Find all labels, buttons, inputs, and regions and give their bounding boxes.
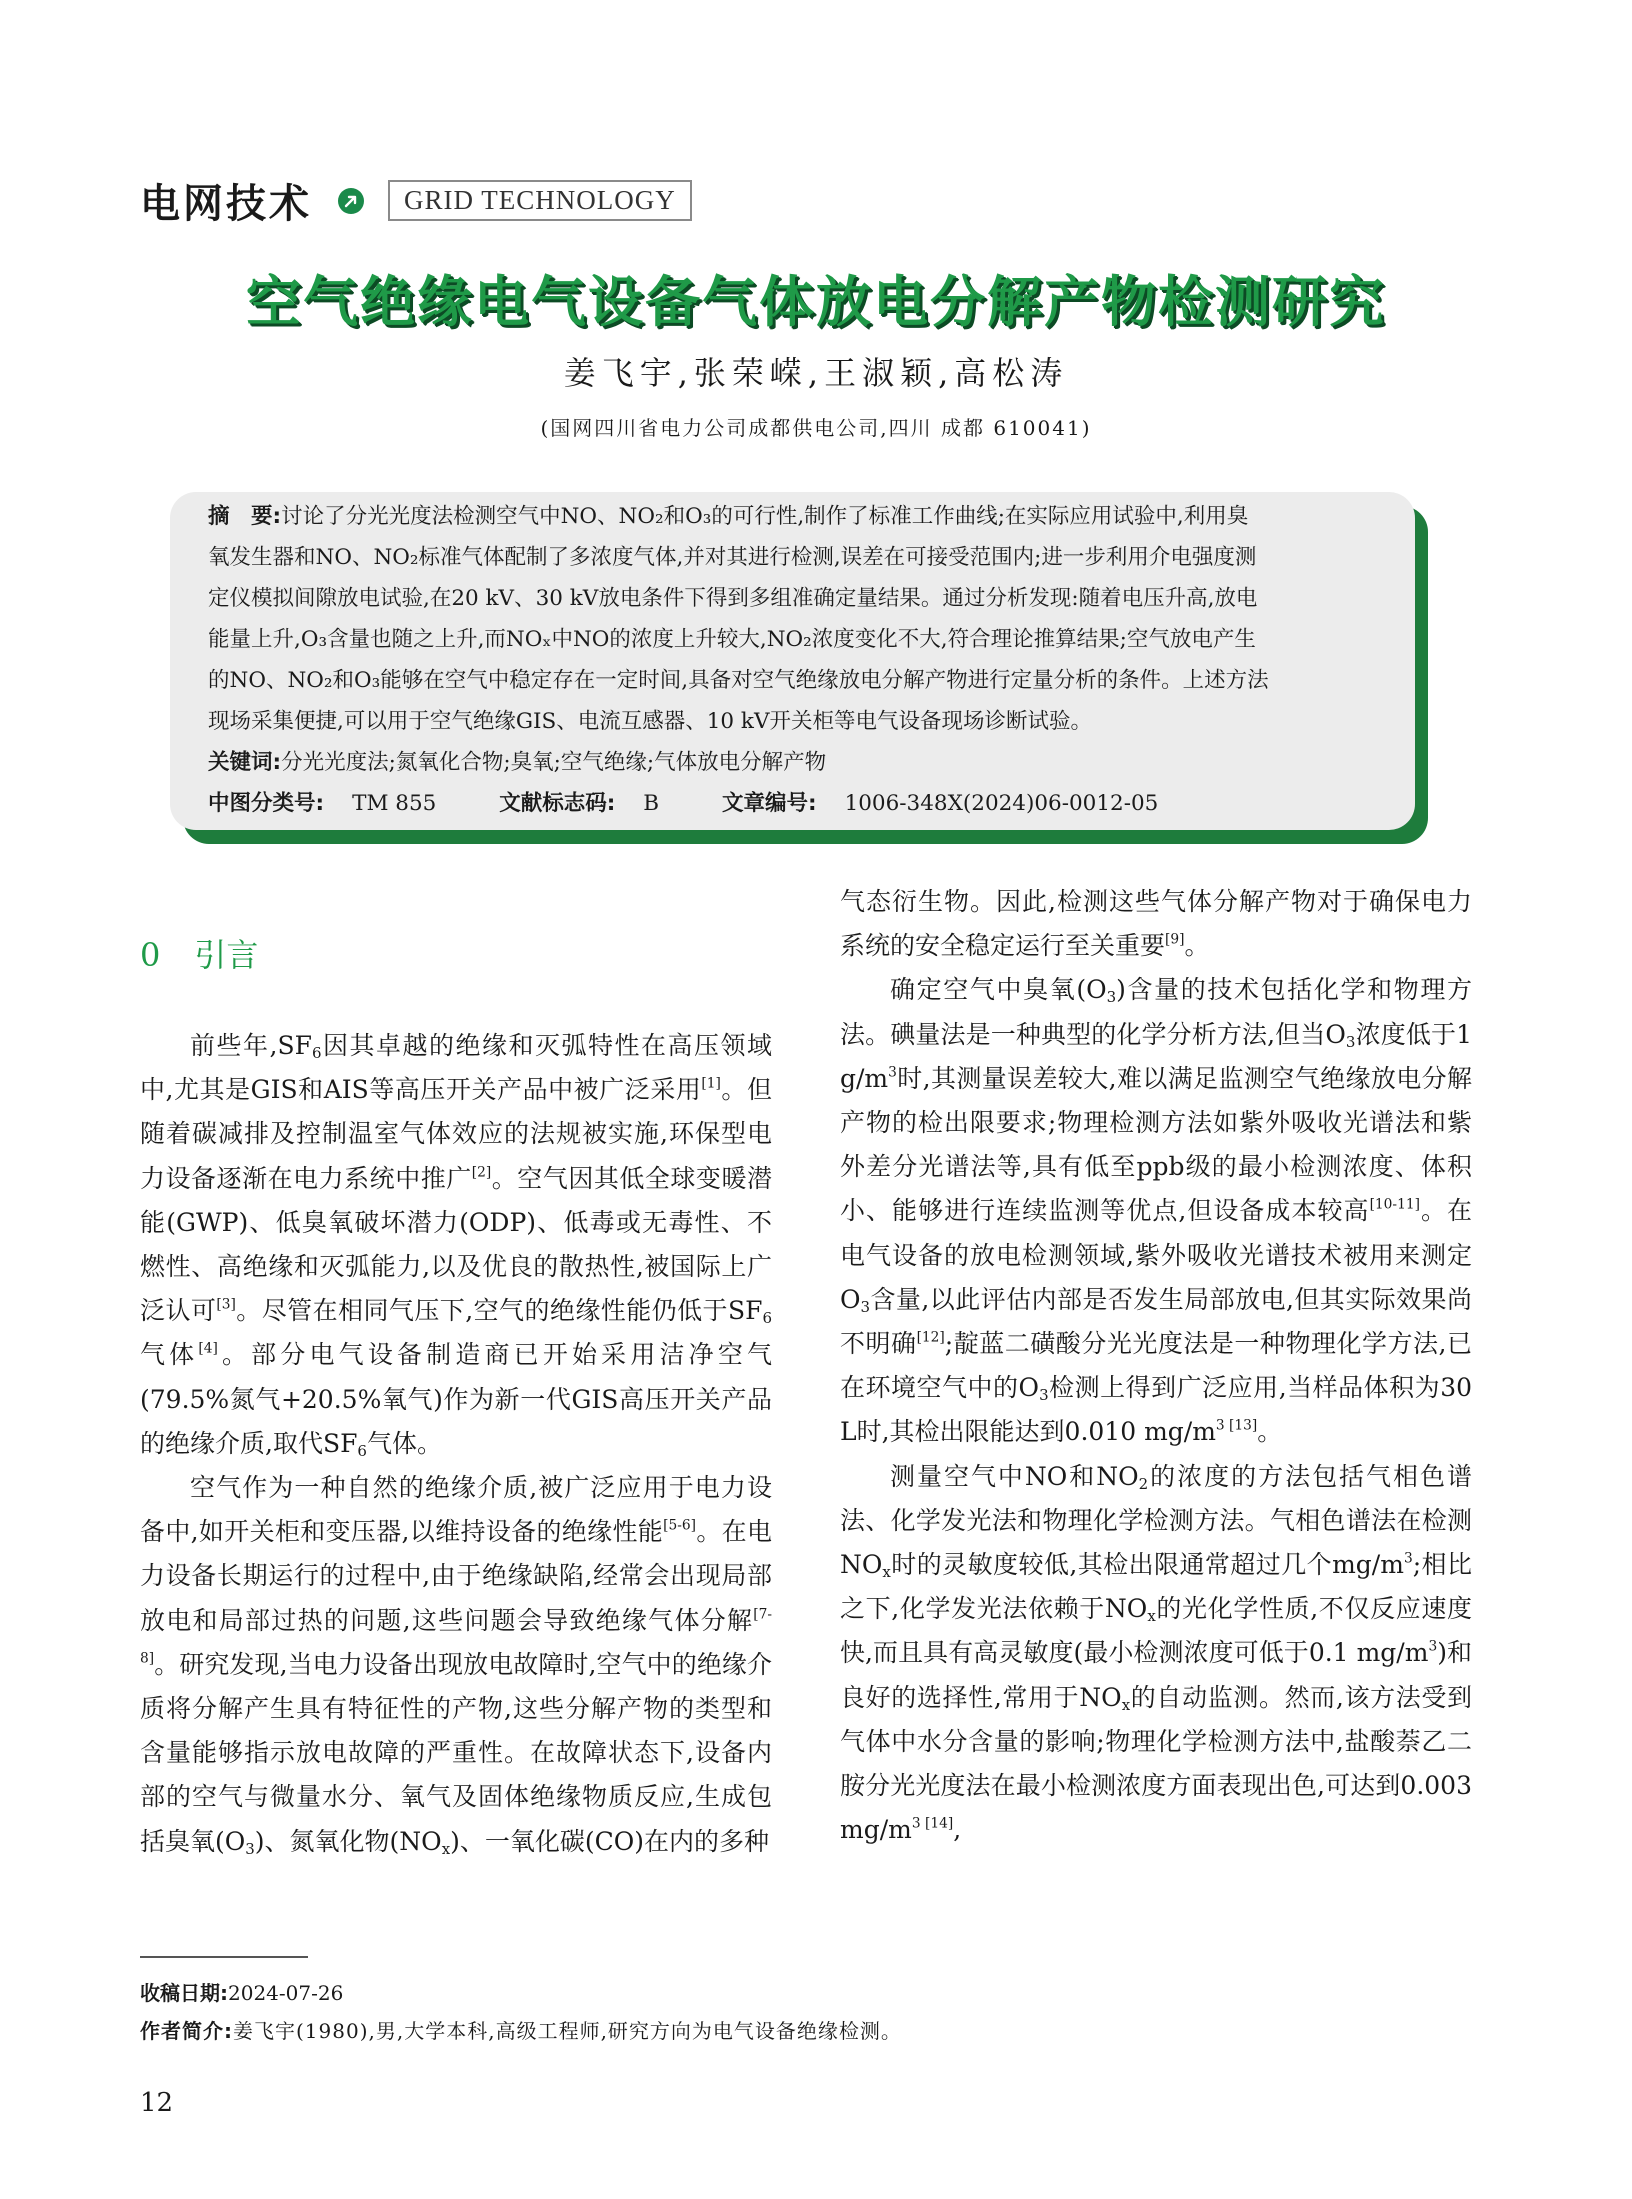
footnote-rule: [140, 1956, 308, 1958]
doc-label: 文献标志码:: [499, 791, 616, 816]
abstract-line: 能量上升,O₃含量也随之上升,而NOₓ中NO的浓度上升较大,NO₂浓度变化不大,符合理论推算结果;空气放电产生: [208, 627, 1256, 652]
received-date: 收稿日期:2024-07-26: [140, 1981, 344, 2005]
abstract-line: 摘 要:讨论了分光光度法检测空气中NO、NO₂和O₃的可行性,制作了标准工作曲线;在实际应用试验中,利用臭: [208, 504, 1249, 529]
abstract-line: 定仪模拟间隙放电试验,在20 kV、30 kV放电条件下得到多组准确定量结果。通过分析发现:随着电压升高,放电: [208, 586, 1258, 611]
body-column-right: [840, 880, 1472, 1852]
abstract-line: 氧发生器和NO、NO₂标准气体配制了多浓度气体,并对其进行检测,误差在可接受范围内;进一步利用介电强度测: [208, 545, 1257, 570]
page-number: 12: [140, 2088, 174, 2118]
classification-row: [208, 783, 1388, 824]
intro-heading-text: 引言: [194, 936, 259, 974]
abstract-line: 的NO、NO₂和O₃能够在空气中稳定存在一定时间,具备对空气绝缘放电分解产物进行定量分析的条件。上述方法: [208, 668, 1269, 693]
author-bio: 作者简介:姜飞宇(1980),男,大学本科,高级工程师,研究方向为电气设备绝缘检测。: [140, 2019, 902, 2043]
paragraph: 前些年$,SF_6$因其卓越的绝缘和灭弧特性在高压领域中,尤其是GIS和AIS等高压开关产品中被广泛采用[1]。但随着碳减排及控制温室气体效应的法规被实施,环保型电力设备逐渐在电力系统中推广[2]。空气因其低全球变暖潜能(GWP)、低臭氧破坏潜力(ODP)、低毒或无毒性、不燃性、高绝缘和灭弧能力,以及优良的散热性,被国际上广泛认可[3]。尽管在相同气压下,空气的绝缘性能仍低于$SF_6$气体[4]。部分电气设备制造商已开始采用洁净空气(79.5%氮气+20.5%氧气)作为新一代GIS高压开关产品的绝缘介质,取代$SF_6$气体。: [140, 1031, 772, 1460]
body-column-left: [140, 1024, 772, 1864]
article-value: 1006-348X(2024)06-0012-05: [844, 791, 1159, 816]
paragraph: 空气作为一种自然的绝缘介质,被广泛应用于电力设备中,如开关柜和变压器,以维持设备的绝缘性能[5-6]。在电力设备长期运行的过程中,由于绝缘缺陷,经常会出现局部放电和局部过热的问题,这些问题会导致绝缘气体分解[7-8]。研究发现,当电力设备出现放电故障时,空气中的绝缘介质将分解产生具有特征性的产物,这些分解产物的类型和含量能够指示放电故障的严重性。在故障状态下,设备内部的空气与微量水分、氧气及固体绝缘物质反应,生成包括臭氧$(O_3)$、氮氧化物$(NO_x)$、一氧化碳(CO)在内的多种: [140, 1473, 772, 1858]
abstract-line: 现场采集便捷,可以用于空气绝缘GIS、电流互感器、10 kV开关柜等电气设备现场诊断试验。: [208, 709, 1092, 734]
paper-title: 空气绝缘电气设备气体放电分解产物检测研究: [245, 270, 1386, 334]
keywords: 分光光度法;氮氧化合物;臭氧;空气绝缘;气体放电分解产物: [281, 750, 827, 775]
section-title: 电网技术: [140, 181, 312, 227]
paragraph: 确定空气中臭氧$(O_3)$含量的技术包括化学和物理方法。碘量法是一种典型的化学分析方法,但当$O_3$浓度低于1 $g/m^3$时,其测量误差较大,难以满足监测空气绝缘放电分解产物的检出限要求;物理检测方法如紫外吸收光谱法和紫外差分光谱法等,具有低至ppb级的最小检测浓度、体积小、能够进行连续监测等优点,但设备成本较高[10-11]。在电气设备的放电检测领域,紫外吸收光谱技术被用来测定$O_3$含量,以此评估内部是否发生局部放电,但其实际效果尚不明确[12];靛蓝二磺酸分光光度法是一种物理化学方法,已在环境空气中的$O_3$检测上得到广泛应用,当样品体积为30 L时,其检出限能达到0.010 $mg/m^{3 [13]}$。: [840, 975, 1473, 1447]
section-title-en: GRID TECHNOLOGY: [388, 180, 692, 221]
abstract-content: [208, 496, 1388, 824]
keywords-row: [208, 742, 1388, 783]
abstract-label: 摘 要:: [208, 504, 282, 529]
affiliation: (国网四川省电力公司成都供电公司,四川 成都 610041): [540, 416, 1092, 440]
doc-value: B: [643, 791, 660, 816]
arrow-icon: [338, 188, 364, 214]
paragraph: 测量空气中NO和$NO_2$的浓度的方法包括气相色谱法、化学发光法和物理化学检测方法。气相色谱法在检测$NO_x$时的灵敏度较低,其检出限通常超过几个$mg/m^3$;相比之下,化学发光法依赖于$NO_x$的光化学性质,不仅反应速度快,而且具有高灵敏度(最小检测浓度可低于0.1 $mg/m^3$)和良好的选择性,常用于$NO_x$的自动监测。然而,该方法受到气体中水分含量的影响;物理化学检测方法中,盐酸萘乙二胺分光光度法在最小检测浓度方面表现出色,可达到0.003 $mg/m^{3 [14]}$,: [840, 1461, 1473, 1845]
paragraph: 气态衍生物。因此,检测这些气体分解产物对于确保电力系统的安全稳定运行至关重要[9]。: [840, 887, 1472, 961]
intro-heading-number: 0: [140, 936, 161, 974]
cls-value: TM 855: [352, 791, 437, 816]
article-label: 文章编号:: [721, 791, 817, 816]
keywords-label: 关键词:: [208, 750, 282, 775]
cls-label: 中图分类号:: [208, 791, 325, 816]
authors: 姜飞宇,张荣嵘,王淑颖,高松涛: [563, 354, 1069, 392]
section-header: [140, 172, 692, 229]
intro-heading: [140, 930, 258, 976]
